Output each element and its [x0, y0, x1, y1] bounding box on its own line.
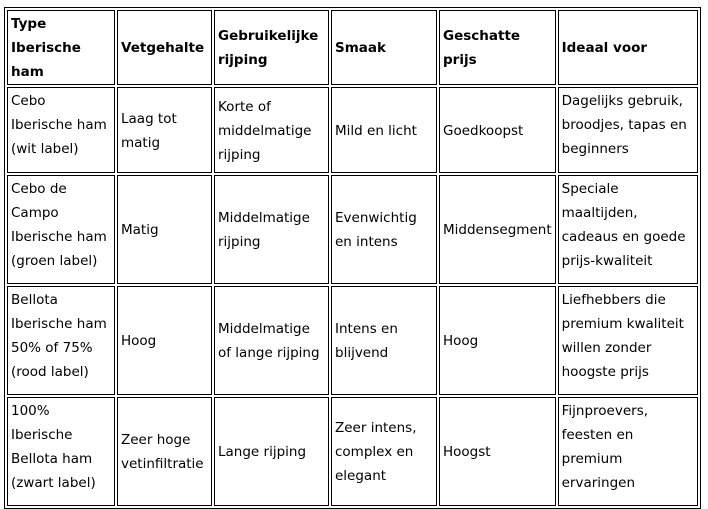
header-cell-taste	[331, 10, 437, 85]
cell-text: Evenwichtig en intens	[335, 210, 417, 250]
cell-text: Mild en licht	[335, 122, 417, 139]
cell-text: Lange rijping	[218, 444, 307, 460]
table-cell	[7, 175, 115, 284]
cell-text: Cebo de Campo Iberische ham (groen label)	[11, 181, 107, 269]
comparison-table-frame	[4, 7, 701, 509]
cell-text: Middensegment	[443, 222, 552, 238]
table-cell	[558, 397, 698, 506]
header-fat-label: Vetgehalte	[121, 40, 205, 56]
cell-text: Cebo Iberische ham (wit label)	[11, 93, 107, 157]
table-row	[7, 397, 698, 506]
header-cell-fat	[117, 10, 212, 85]
table-cell	[558, 286, 698, 395]
table-row	[7, 175, 698, 284]
cell-text: 100% Iberische Bellota ham (zwart label)	[11, 403, 96, 491]
table-cell	[7, 397, 115, 506]
cell-text: Bellota Iberische ham 50% of 75% (rood label)	[11, 292, 107, 380]
table-cell	[214, 87, 329, 173]
header-cell-price	[439, 10, 556, 85]
table-cell	[439, 286, 556, 395]
table-row	[7, 286, 698, 395]
cell-text: Goedkoopst	[443, 122, 524, 139]
table-cell	[7, 87, 115, 173]
table-cell	[439, 175, 556, 284]
table-cell	[558, 87, 698, 173]
table-cell	[117, 397, 212, 506]
cell-text: Dagelijks gebruik, broodjes, tapas en beginners	[561, 93, 687, 157]
header-price-label: Geschatte prijs	[443, 28, 521, 68]
table-row	[7, 87, 698, 173]
table-cell	[214, 175, 329, 284]
header-ideal-label: Ideaal voor	[561, 40, 648, 56]
cell-text: Korte of middelmatige rijping	[218, 98, 312, 163]
table-cell	[331, 397, 437, 506]
header-cell-type	[7, 10, 115, 85]
table-cell	[331, 175, 437, 284]
table-cell	[439, 87, 556, 173]
header-cell-ageing	[214, 10, 329, 85]
table-cell	[214, 397, 329, 506]
cell-text: Fijnproevers, feesten en premium ervaringen	[561, 403, 649, 491]
table-cell	[117, 286, 212, 395]
cell-text: Intens en blijvend	[335, 321, 398, 361]
header-taste-label: Smaak	[335, 40, 386, 56]
cell-text: Hoog	[121, 333, 157, 349]
ham-comparison-table	[5, 8, 700, 508]
cell-text: Middelmatige rijping	[218, 210, 310, 250]
cell-text: Zeer hoge vetinfiltratie	[121, 432, 204, 472]
cell-text: Speciale maaltijden, cadeaus en goede prijs-kwaliteit	[561, 181, 686, 269]
table-cell	[331, 286, 437, 395]
cell-text: Liefhebbers die premium kwaliteit willen zonder hoogste prijs	[561, 292, 684, 380]
cell-text: Matig	[121, 222, 159, 238]
table-cell	[331, 87, 437, 173]
table-cell	[117, 175, 212, 284]
table-cell	[439, 397, 556, 506]
cell-text: Hoog	[443, 333, 479, 349]
header-type-label: Type Iberische ham	[11, 16, 81, 80]
table-cell	[7, 286, 115, 395]
header-ageing-label: Gebruikelijke rijping	[218, 28, 319, 68]
cell-text: Middelmatige of lange rijping	[218, 321, 320, 361]
header-cell-ideal	[558, 10, 698, 85]
table-cell	[117, 87, 212, 173]
cell-text: Zeer intens, complex en elegant	[335, 420, 417, 484]
header-row	[7, 10, 698, 85]
table-cell	[558, 175, 698, 284]
table-cell	[214, 286, 329, 395]
cell-text: Hoogst	[443, 444, 491, 460]
cell-text: Laag tot matig	[121, 110, 177, 151]
